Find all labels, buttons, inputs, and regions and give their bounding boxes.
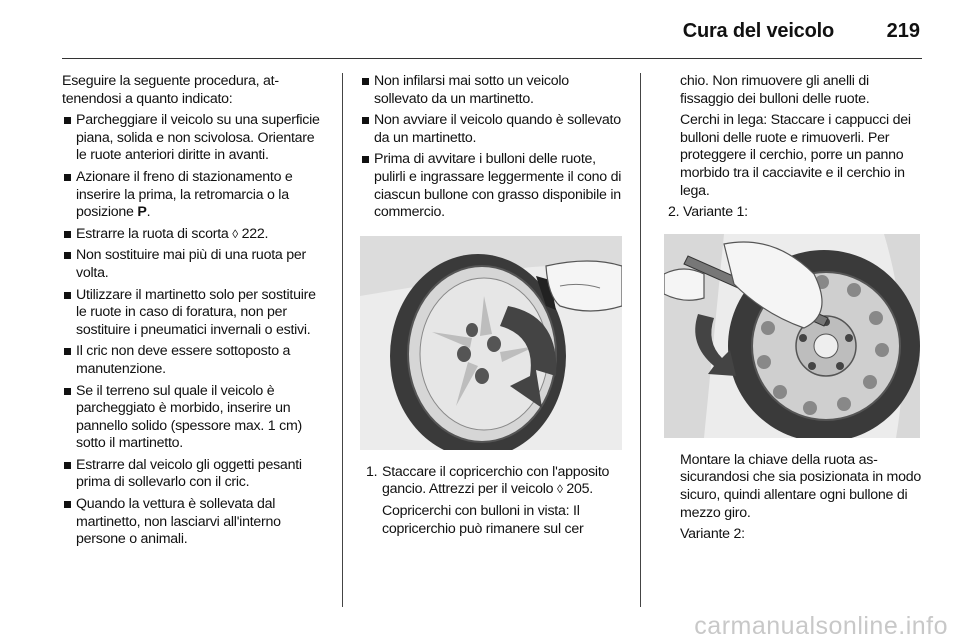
variant-section bbox=[668, 452, 924, 544]
column-3 bbox=[668, 73, 924, 548]
page-ref-icon: ◊ bbox=[232, 226, 238, 241]
wheel-wrench-image bbox=[664, 234, 920, 438]
page-header bbox=[0, 0, 960, 60]
variant-1-text: Montare la chiave della ruota assicurandosi che sia posizionata in modo sicuro, quindi allentare ogni bullone di mezzo giro. bbox=[680, 451, 922, 521]
page-number: 219 bbox=[886, 20, 920, 42]
wheel-wrench-illustration bbox=[664, 234, 920, 438]
list-item: Utilizzare il martinetto solo per sostituire le ruote in caso di foratura, non per sostituire i pneumatici invernali o estivi. bbox=[62, 287, 328, 340]
note-text: chio. Non rimuovere gli anelli di fissaggio dei bulloni delle ruote. bbox=[680, 73, 870, 107]
column-2 bbox=[360, 73, 626, 542]
step-1-note: Copricerchi con bulloni in vista: Il copricerchio può rimanere sul cer bbox=[382, 502, 584, 537]
list-item: Estrarre la ruota di scorta ◊ 222. bbox=[62, 226, 328, 244]
step-1 bbox=[360, 464, 626, 538]
list-item: Azionare il freno di stazionamento e inserire la prima, la retromarcia o la posizione P. bbox=[62, 169, 328, 222]
section-title: Cura del veicolo bbox=[682, 20, 834, 42]
page-ref-link[interactable]: 222 bbox=[241, 225, 265, 242]
position-p-label: P bbox=[137, 204, 147, 221]
list-item: Non sostituire mai più di una ruota per volta. bbox=[62, 247, 328, 282]
list-item: Prima di avvitare i bulloni delle ruote, pulirli e ingrassare leggermente il cono di ciascun bullone con grasso disponibile in commercio. bbox=[360, 151, 626, 221]
page-ref-icon: ◊ bbox=[556, 482, 563, 497]
step-number: 2. bbox=[668, 204, 680, 221]
variant-2-label: Variante 2: bbox=[680, 526, 745, 543]
hubcap-removal-illustration bbox=[360, 236, 622, 450]
hubcap-hook-image bbox=[360, 236, 622, 450]
column-1 bbox=[62, 73, 328, 553]
step-number: 1. bbox=[366, 463, 378, 480]
note-continuation bbox=[668, 73, 924, 200]
column-divider-2 bbox=[640, 73, 641, 607]
variant-1-label: Variante 1: bbox=[683, 204, 748, 221]
precaution-list bbox=[62, 112, 328, 549]
alloy-wheel-note: Cerchi in lega: Staccare i cappucci dei bulloni delle ruote e rimuoverli. Per proteggere il cerchio, porre un panno morbido tra il cacciavite e il cerchio in lega. bbox=[680, 112, 911, 199]
intro-paragraph: Eseguire la seguente procedura, attenendosi a quanto indicato: bbox=[62, 73, 280, 107]
column-divider-1 bbox=[342, 73, 343, 607]
list-item: Non infilarsi mai sotto un veicolo sollevato da un martinetto. bbox=[360, 73, 626, 108]
page-ref-link[interactable]: 205 bbox=[566, 481, 590, 498]
warning-list bbox=[360, 73, 626, 222]
list-item: Parcheggiare il veicolo su una superficie piana, solida e non scivolosa. Orientare le ruote anteriori diritte in avanti. bbox=[62, 112, 328, 165]
step-1-text: Staccare il copricerchio con l'apposito gancio. Attrezzi per il veicolo ◊ 205. bbox=[382, 463, 610, 498]
step-2 bbox=[668, 204, 924, 222]
list-item: Il cric non deve essere sottoposto a manutenzione. bbox=[62, 343, 328, 378]
list-item: Estrarre dal veicolo gli oggetti pesanti prima di sollevarlo con il cric. bbox=[62, 457, 328, 492]
list-item: Se il terreno sul quale il veicolo è parcheggiato è morbido, inserire un pannello solido (spessore max. 1 cm) sotto il martinetto. bbox=[62, 383, 328, 453]
watermark-text: carmanualsonline.info bbox=[694, 612, 948, 640]
header-rule bbox=[62, 58, 922, 59]
list-item: Quando la vettura è sollevata dal martinetto, non lasciarvi all'interno persone o animali. bbox=[62, 496, 328, 549]
list-item: Non avviare il veicolo quando è sollevato da un martinetto. bbox=[360, 112, 626, 147]
